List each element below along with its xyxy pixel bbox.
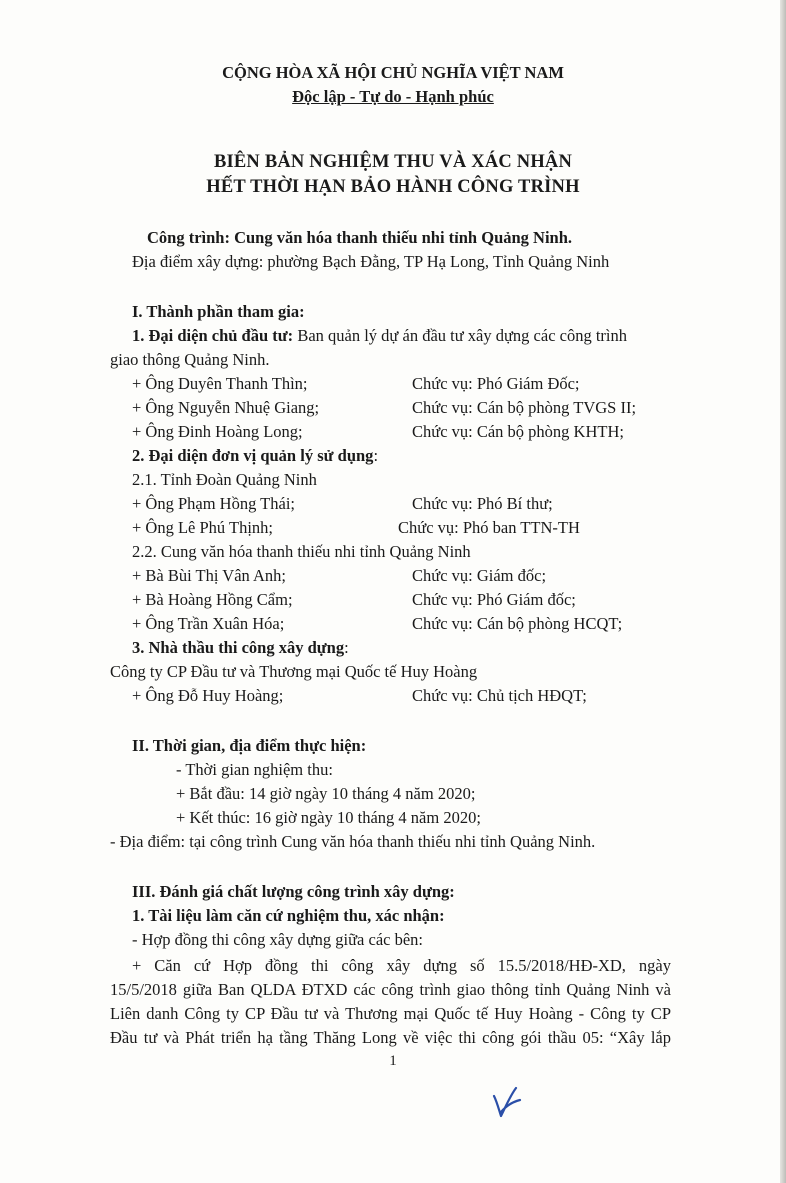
title-line-1: BIÊN BẢN NGHIỆM THU VÀ XÁC NHẬN [213,152,573,172]
inspection-place: - Địa điểm: tại công trình Cung văn hóa thanh thiếu nhi tỉnh Quảng Ninh. [110,832,596,851]
member-role: Chức vụ: Cán bộ phòng TVGS II; [412,398,637,417]
inspection-time-label: - Thời gian nghiệm thu: [176,760,333,779]
contractor-line [132,637,349,659]
member-role: Chức vụ: Cán bộ phòng HCQT; [412,614,623,633]
page-number: 1 [389,1053,397,1069]
owner-label: 1. Đại diện chủ đầu tư: [132,326,294,345]
paragraph-line: 15/5/2018 giữa Ban QLDA ĐTXD các công trình giao thông tỉnh Quảng Ninh và [110,980,671,999]
section-2-heading: II. Thời gian, địa điểm thực hiện: [132,736,367,755]
member-name: + Ông Lê Phú Thịnh; [132,518,273,537]
signature-initial-mark [488,1082,528,1122]
start-time: + Bắt đầu: 14 giờ ngày 10 tháng 4 năm 2020; [176,784,476,803]
member-name: + Ông Trần Xuân Hóa; [132,614,285,633]
member-name: + Ông Nguyễn Nhuệ Giang; [132,398,320,417]
paragraph-line: Liên danh Công ty CP Đầu tư và Thương mại Quốc tế Huy Hoàng - Công ty CP [110,1004,671,1023]
national-header: CỘNG HÒA XÃ HỘI CHỦ NGHĨA VIỆT NAM [222,63,564,82]
member-role: Chức vụ: Cán bộ phòng KHTH; [412,422,624,441]
owner-line [132,325,627,347]
contractor-company: Công ty CP Đầu tư và Thương mại Quốc tế Huy Hoàng [110,662,478,681]
member-role: Chức vụ: Phó Giám đốc; [412,590,576,609]
member-name: + Bà Hoàng Hồng Cẩm; [132,590,293,609]
owner-text-continued: giao thông Quảng Ninh. [110,350,270,369]
section-3-heading: III. Đánh giá chất lượng công trình xây dựng: [132,882,455,901]
member-role: Chức vụ: Phó Bí thư; [412,494,553,513]
member-role: Chức vụ: Giám đốc; [412,566,547,585]
user-unit-line [132,445,378,467]
member-name: + Ông Đinh Hoàng Long; [132,422,303,441]
project-name: Công trình: Cung văn hóa thanh thiếu nhi tỉnh Quảng Ninh. [147,228,573,247]
end-time: + Kết thúc: 16 giờ ngày 10 tháng 4 năm 2020; [176,808,481,827]
contractor-label: 3. Nhà thầu thi công xây dựng [132,638,345,657]
paragraph-line: Đầu tư và Phát triển hạ tầng Thăng Long về việc thi công gói thầu 05: “Xây lắp [110,1028,671,1047]
title-line-2: HẾT THỜI HẠN BẢO HÀNH CÔNG TRÌNH [206,177,580,197]
member-role: Chức vụ: Phó ban TTN-TH [398,518,580,537]
member-role: Chức vụ: Phó Giám Đốc; [412,374,580,393]
user-unit-colon: : [373,446,379,465]
paragraph-line: + Căn cứ Hợp đồng thi công xây dựng số 15.5/2018/HĐ-XD, ngày [132,956,671,975]
member-name: + Bà Bùi Thị Vân Anh; [132,566,286,585]
project-location: Địa điểm xây dựng: phường Bạch Đằng, TP Hạ Long, Tỉnh Quảng Ninh [132,252,610,271]
motto: Độc lập - Tự do - Hạnh phúc [292,87,494,106]
member-name: + Ông Phạm Hồng Thái; [132,494,295,513]
contractor-colon: : [344,638,349,657]
contract-line: - Hợp đồng thi công xây dựng giữa các bên: [132,930,423,949]
sub-unit-1: 2.1. Tỉnh Đoàn Quảng Ninh [132,470,317,489]
user-unit-label: 2. Đại diện đơn vị quản lý sử dụng [132,446,374,465]
owner-text: Ban quản lý dự án đầu tư xây dựng các công trình [293,326,628,345]
member-role: Chức vụ: Chủ tịch HĐQT; [412,686,587,705]
sub-unit-2: 2.2. Cung văn hóa thanh thiếu nhi tỉnh Quảng Ninh [132,542,471,561]
member-name: + Ông Đỗ Huy Hoàng; [132,686,284,705]
section-1-heading: I. Thành phần tham gia: [132,302,305,321]
member-name: + Ông Duyên Thanh Thìn; [132,374,308,393]
section-3-sub-1: 1. Tài liệu làm căn cứ nghiệm thu, xác nhận: [132,906,445,925]
